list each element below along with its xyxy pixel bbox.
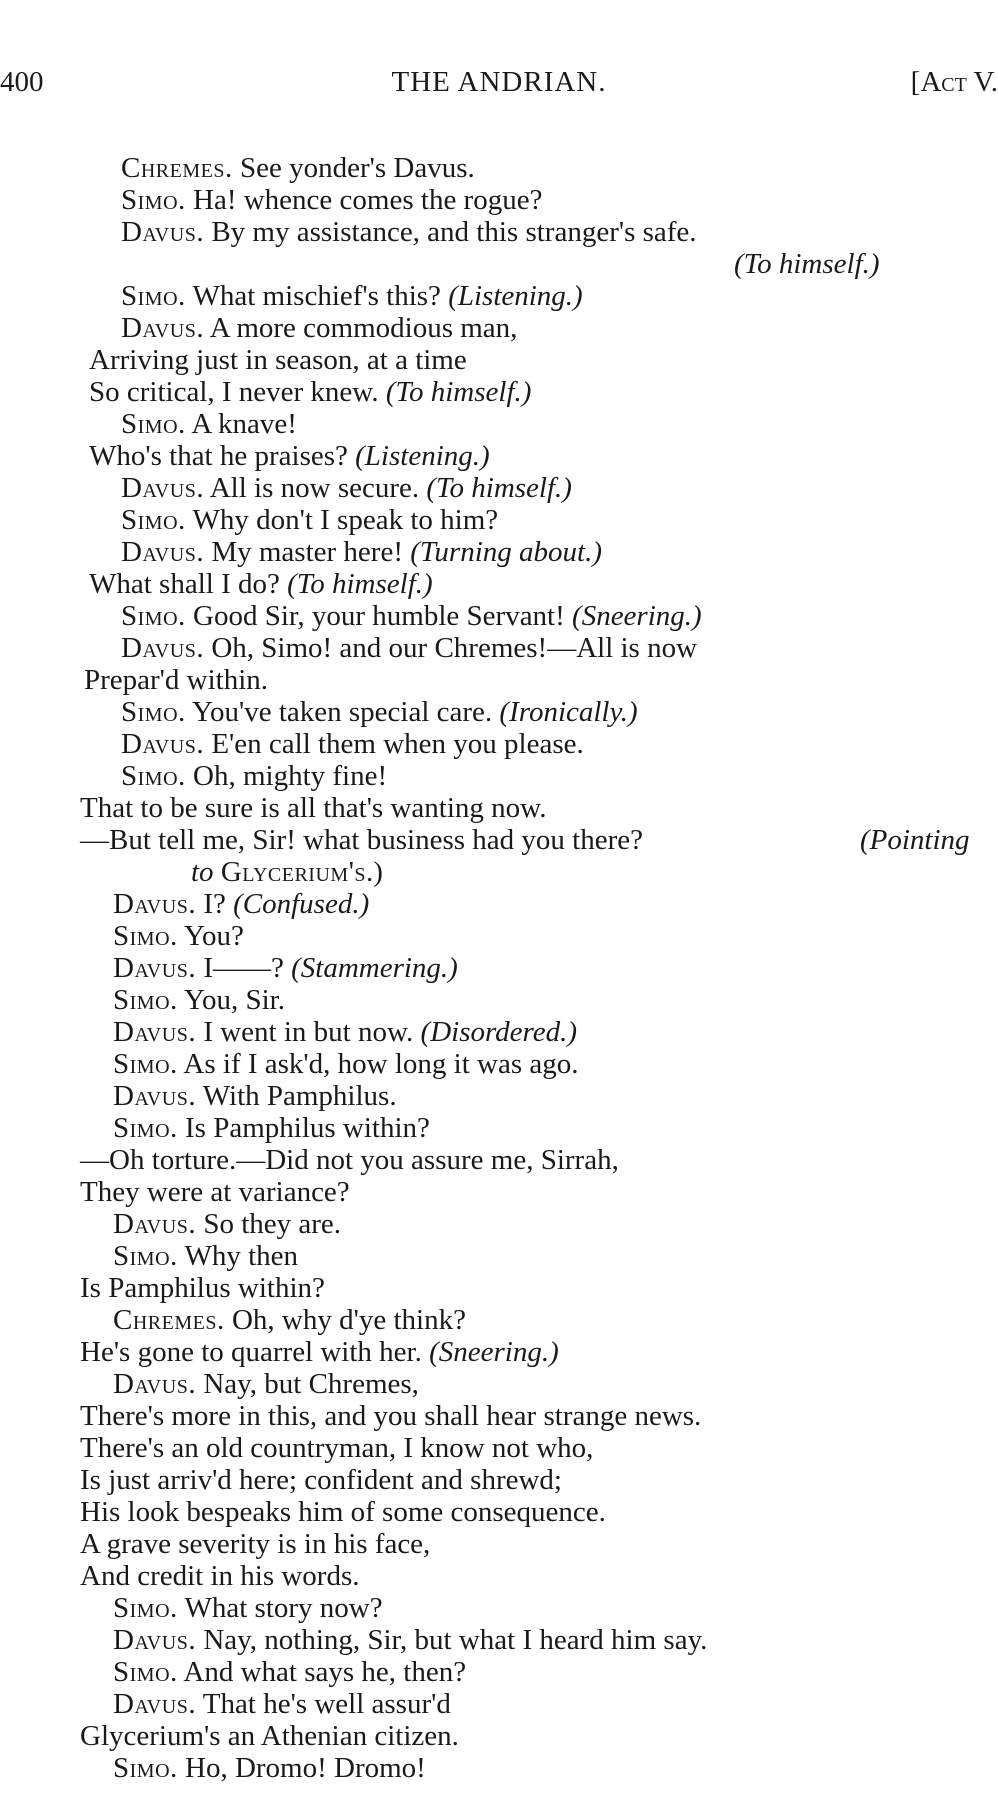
dialogue-text: And credit in his words. <box>80 1560 360 1592</box>
speaker-name: Simo. <box>113 1656 178 1688</box>
text-line <box>113 984 285 1016</box>
page-header <box>0 66 998 106</box>
speaker-name: Davus. <box>113 1368 197 1400</box>
text-line <box>80 1496 606 1528</box>
speaker-name: Davus. <box>121 536 205 568</box>
text-line <box>121 696 638 728</box>
dialogue-text: You've taken special care. <box>185 696 500 728</box>
dialogue-text: He's gone to quarrel with her. <box>80 1336 430 1368</box>
dialogue-text: Who's that he praises? <box>89 440 356 472</box>
dialogue-text: There's more in this, and you shall hear strange news. <box>80 1400 702 1432</box>
stage-direction: (To himself.) <box>385 376 532 408</box>
text-line <box>80 1144 619 1176</box>
dialogue-text: Ho, Dromo! Dromo! <box>177 1752 426 1784</box>
text-line <box>121 184 542 216</box>
text-line <box>113 920 244 952</box>
text-line <box>80 792 546 824</box>
text-line <box>113 888 369 920</box>
text-line <box>113 1752 426 1784</box>
text-line <box>80 1432 593 1464</box>
speaker-name: Davus. <box>113 952 197 984</box>
speaker-name: Davus. <box>113 1624 197 1656</box>
dialogue-text: Oh, why d'ye think? <box>224 1304 466 1336</box>
text-line <box>80 1336 559 1368</box>
dialogue-text: .) <box>366 856 383 888</box>
speaker-name: Simo. <box>113 1592 178 1624</box>
speaker-name: Davus. <box>121 312 205 344</box>
speaker-name: Simo. <box>113 920 178 952</box>
text-line <box>84 664 268 696</box>
text-line <box>121 536 602 568</box>
dialogue-text: I? <box>196 888 234 920</box>
text-line <box>113 1016 577 1048</box>
dialogue-text: Arriving just in season, at a time <box>89 344 467 376</box>
speaker-name: Glycerium's <box>220 856 367 888</box>
text-line <box>121 504 498 536</box>
dialogue-text: —But tell me, Sir! what business had you there? <box>80 824 643 856</box>
stage-direction: (Listening.) <box>448 280 583 312</box>
dialogue-text: You, Sir. <box>177 984 285 1016</box>
text-line <box>113 1240 298 1272</box>
stage-direction: (Listening.) <box>355 440 490 472</box>
text-line <box>734 248 880 280</box>
dialogue-text: Is Pamphilus within? <box>177 1112 430 1144</box>
dialogue-text: They were at variance? <box>80 1176 350 1208</box>
text-line <box>113 952 458 984</box>
dialogue-text: All is now secure. <box>204 472 427 504</box>
text-line <box>121 312 517 344</box>
dialogue-text: What story now? <box>177 1592 383 1624</box>
text-line <box>113 1304 466 1336</box>
speaker-name: Davus. <box>113 1688 197 1720</box>
speaker-name: Simo. <box>113 1048 178 1080</box>
stage-direction: (Pointing <box>860 824 970 856</box>
dialogue-text: You? <box>177 920 244 952</box>
text-line <box>113 1592 383 1624</box>
dialogue-text: So they are. <box>196 1208 342 1240</box>
stage-direction: (Sneering.) <box>572 600 702 632</box>
page-number: 400 <box>0 66 44 98</box>
speaker-name: Simo. <box>121 184 186 216</box>
text-line <box>113 1048 578 1080</box>
text-line <box>89 568 433 600</box>
stage-direction: (Confused.) <box>233 888 370 920</box>
dialogue-text: A grave severity is in his face, <box>80 1528 431 1560</box>
speaker-name: Davus. <box>121 632 205 664</box>
text-line <box>80 1400 701 1432</box>
text-line <box>80 1272 325 1304</box>
text-line <box>80 1176 350 1208</box>
dialogue-text: That he's well assur'd <box>196 1688 451 1720</box>
stage-direction: (Disordered.) <box>420 1016 578 1048</box>
speaker-name: Davus. <box>113 1080 197 1112</box>
speaker-name: Simo. <box>121 408 186 440</box>
speaker-name: Simo. <box>113 1752 178 1784</box>
text-line <box>121 600 702 632</box>
text-line <box>860 824 970 856</box>
speaker-name: Simo. <box>121 600 186 632</box>
text-line <box>113 1656 466 1688</box>
text-line <box>121 728 584 760</box>
text-line <box>113 1080 397 1112</box>
text-line <box>121 408 297 440</box>
dialogue-text: With Pamphilus. <box>196 1080 397 1112</box>
text-line <box>121 152 475 184</box>
dialogue-text: Ha! whence comes the rogue? <box>185 184 543 216</box>
text-line <box>113 1112 430 1144</box>
text-line <box>121 216 697 248</box>
dialogue-text: Is Pamphilus within? <box>80 1272 325 1304</box>
speaker-name: Simo. <box>121 504 186 536</box>
dialogue-text: What mischief's this? <box>185 280 449 312</box>
stage-direction: (Ironically.) <box>499 696 638 728</box>
running-title: THE ANDRIAN. <box>391 66 607 98</box>
text-line <box>191 856 383 888</box>
dialogue-text: By my assistance, and this stranger's safe. <box>204 216 697 248</box>
text-line <box>80 1464 562 1496</box>
dialogue-text: Why don't I speak to him? <box>185 504 499 536</box>
speaker-name: Davus. <box>113 1016 197 1048</box>
dialogue-text: And what says he, then? <box>177 1656 467 1688</box>
text-line <box>89 344 467 376</box>
dialogue-text: Is just arriv'd here; confident and shrewd; <box>80 1464 562 1496</box>
dialogue-text: So critical, I never knew. <box>89 376 386 408</box>
speaker-name: Simo. <box>113 984 178 1016</box>
act-label: [Act V. <box>910 66 998 98</box>
dialogue-text: There's an old countryman, I know not who, <box>80 1432 594 1464</box>
text-line <box>113 1688 451 1720</box>
dialogue-text: Oh, Simo! and our Chremes!—All is now <box>204 632 698 664</box>
speaker-name: Chremes. <box>113 1304 225 1336</box>
dialogue-text: Prepar'd within. <box>84 664 269 696</box>
dialogue-text: See yonder's Davus. <box>232 152 475 184</box>
speaker-name: Davus. <box>121 728 205 760</box>
dialogue-text: I——? <box>196 952 292 984</box>
dialogue-text: Why then <box>177 1240 299 1272</box>
text-line <box>121 280 583 312</box>
text-line <box>121 472 572 504</box>
dialogue-text: Nay, but Chremes, <box>196 1368 419 1400</box>
stage-direction: (To himself.) <box>426 472 572 504</box>
speaker-name: Davus. <box>113 888 197 920</box>
speaker-name: Simo. <box>113 1112 178 1144</box>
dialogue-text: —Oh torture.—Did not you assure me, Sirrah, <box>80 1144 619 1176</box>
stage-direction: (Sneering.) <box>429 1336 559 1368</box>
dialogue-text: His look bespeaks him of some consequence. <box>80 1496 606 1528</box>
dialogue-text: That to be sure is all that's wanting now. <box>80 792 547 824</box>
stage-direction: (Stammering.) <box>291 952 458 984</box>
dialogue-text: Good Sir, your humble Servant! <box>185 600 573 632</box>
dialogue-text: My master here! <box>204 536 411 568</box>
speaker-name: Simo. <box>113 1240 178 1272</box>
dialogue-text: Oh, mighty fine! <box>185 760 388 792</box>
speaker-name: Simo. <box>121 280 186 312</box>
stage-direction: (Turning about.) <box>410 536 602 568</box>
dialogue-text: I went in but now. <box>196 1016 421 1048</box>
text-line <box>89 440 490 472</box>
text-line <box>113 1624 707 1656</box>
dialogue-text: Glycerium's an Athenian citizen. <box>80 1720 459 1752</box>
speaker-name: Davus. <box>113 1208 197 1240</box>
text-line <box>121 760 387 792</box>
dialogue-text: A more commodious man, <box>204 312 518 344</box>
dialogue-text: Nay, nothing, Sir, but what I heard him say. <box>196 1624 708 1656</box>
text-line <box>113 1368 419 1400</box>
dialogue-text: What shall I do? <box>89 568 288 600</box>
text-line <box>113 1208 341 1240</box>
dialogue-text: A knave! <box>185 408 297 440</box>
text-line <box>80 1560 360 1592</box>
stage-direction: to <box>191 856 214 888</box>
text-line <box>89 376 531 408</box>
text-line <box>80 824 643 856</box>
speaker-name: Davus. <box>121 216 205 248</box>
speaker-name: Chremes. <box>121 152 233 184</box>
stage-direction: (To himself.) <box>287 568 433 600</box>
text-line <box>80 1528 430 1560</box>
text-line <box>80 1720 459 1752</box>
dialogue-text: E'en call them when you please. <box>204 728 584 760</box>
text-line <box>121 632 697 664</box>
stage-direction: (To himself.) <box>734 248 880 280</box>
dialogue-text: As if I ask'd, how long it was ago. <box>177 1048 579 1080</box>
dialogue-text <box>214 856 221 888</box>
speaker-name: Simo. <box>121 696 186 728</box>
speaker-name: Simo. <box>121 760 186 792</box>
speaker-name: Davus. <box>121 472 205 504</box>
